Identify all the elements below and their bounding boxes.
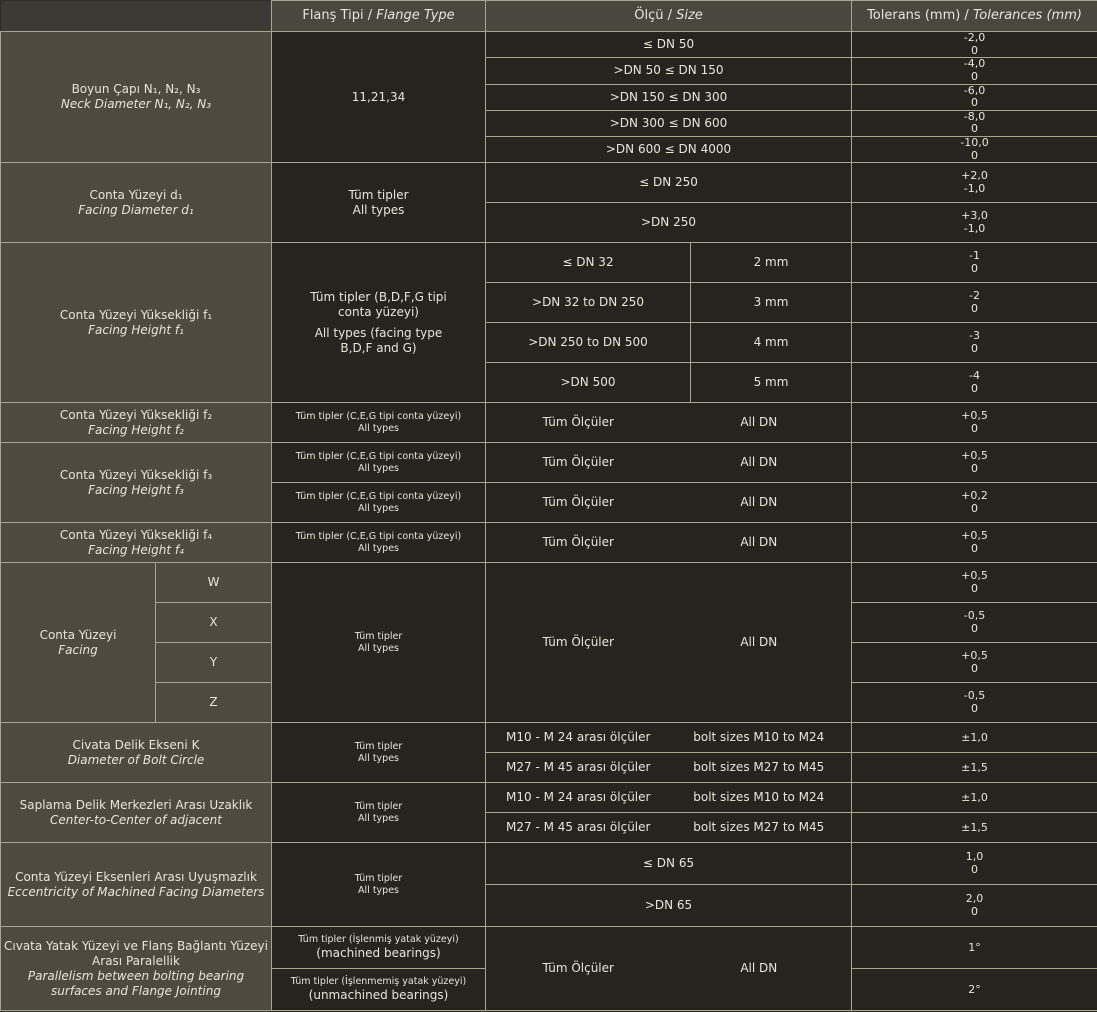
tol-lower: 0 — [971, 341, 979, 355]
label-en: Parallelism between bolting bearing surfaces and Flange Jointing — [27, 968, 245, 998]
tol-cell — [852, 203, 1097, 243]
types-en: All types — [358, 422, 399, 434]
size-en: All DN — [740, 961, 778, 976]
types-en: All types (facing type B,D,F and G) — [314, 325, 443, 355]
size-cell: ≤ DN 250 — [486, 163, 852, 203]
tol-cell — [852, 243, 1097, 283]
types-tr: Tüm tipler (İşlenmemiş yatak yüzeyi) — [290, 976, 467, 988]
flange-type-cell — [272, 243, 486, 403]
tol-upper: -10,0 — [960, 136, 989, 150]
tol-lower: 0 — [971, 421, 979, 435]
size-cell: ≤ DN 65 — [486, 843, 852, 885]
tol-cell — [852, 163, 1097, 203]
label-en: Facing Height f₄ — [88, 542, 184, 557]
label-en: Facing — [58, 642, 98, 657]
size-tr: M10 - M 24 arası ölçüler — [506, 730, 651, 745]
tol-cell — [852, 603, 1097, 643]
tol-cell — [852, 84, 1097, 110]
types-tr: Tüm tipler — [354, 873, 403, 885]
tol-upper: -2,0 — [963, 31, 986, 44]
tol-lower: 0 — [971, 862, 979, 876]
size-cell: >DN 32 to DN 250 — [486, 283, 691, 323]
row-label-facing-f2 — [1, 403, 272, 443]
tol-upper: -0,5 — [963, 689, 986, 703]
label-tr: Conta Yüzeyi Yüksekliği f₄ — [59, 527, 213, 542]
size-tr: M27 - M 45 arası ölçüler — [506, 820, 651, 835]
tol-lower: 0 — [971, 701, 979, 715]
flange-type-cell — [272, 483, 486, 523]
table-row — [1, 563, 1097, 603]
tol-lower: 0 — [971, 501, 979, 515]
tol-lower: 0 — [971, 301, 979, 315]
header-size — [486, 1, 852, 32]
flange-type-cell — [272, 163, 486, 243]
table-row — [1, 443, 1097, 483]
tol-upper: +0,5 — [961, 569, 988, 583]
size-cell: >DN 300 ≤ DN 600 — [486, 110, 852, 136]
tol-lower: 0 — [971, 122, 979, 136]
tol-lower: 0 — [971, 661, 979, 675]
size-tr: M27 - M 45 arası ölçüler — [506, 760, 651, 775]
size-cell: >DN 50 ≤ DN 150 — [486, 58, 852, 84]
header-flange-type-tr: Flanş Tipi / — [302, 7, 377, 23]
header-flange-type-en: Flange Type — [376, 7, 455, 23]
tol-upper: +0,5 — [961, 449, 988, 463]
tol-lower: 0 — [971, 381, 979, 395]
flange-type-cell — [272, 927, 486, 969]
tol-upper: +0,5 — [961, 649, 988, 663]
tol-cell — [852, 885, 1097, 927]
types-tr: Tüm tipler — [354, 631, 403, 643]
table-row — [1, 843, 1097, 885]
row-label-facing — [1, 563, 156, 723]
size-cell: >DN 500 — [486, 363, 691, 403]
table-row — [1, 403, 1097, 443]
flange-type-cell: 11,21,34 — [272, 32, 486, 163]
tol-cell: 2° — [852, 969, 1097, 1011]
table-row — [1, 523, 1097, 563]
tol-cell: ±1,0 — [852, 723, 1097, 753]
label-en: Facing Diameter d₁ — [78, 202, 194, 217]
tol-cell — [852, 683, 1097, 723]
size-cell — [486, 813, 852, 843]
label-tr: Boyun Çapı N₁, N₂, N₃ — [71, 82, 201, 97]
row-label-eccentricity — [1, 843, 272, 927]
size-en: bolt sizes M27 to M45 — [693, 760, 825, 775]
tol-cell — [852, 137, 1097, 163]
types-en: All types — [352, 202, 405, 217]
tol-lower: 0 — [971, 261, 979, 275]
label-en: Eccentricity of Machined Facing Diameters — [7, 884, 265, 899]
tol-upper: 2,0 — [965, 892, 984, 906]
label-en: Facing Height f₁ — [88, 322, 184, 337]
row-label-parallelism — [1, 927, 272, 1011]
row-label-facing-d1 — [1, 163, 272, 243]
label-tr: Conta Yüzeyi Eksenleri Arası Uyuşmazlık — [15, 869, 257, 884]
header-size-en: Size — [676, 7, 703, 23]
header-flange-type — [272, 1, 486, 32]
tol-cell — [852, 483, 1097, 523]
size-cell — [486, 523, 852, 563]
facing-code-cell: Z — [156, 683, 272, 723]
types-tr: Tüm tipler (C,E,G tipi conta yüzeyi) — [295, 531, 462, 543]
tol-upper: -1 — [969, 249, 980, 263]
label-tr: Conta Yüzeyi d₁ — [89, 187, 183, 202]
size-en: All DN — [740, 535, 778, 550]
tol-upper: +0,5 — [961, 529, 988, 543]
tol-lower: -1,0 — [963, 221, 986, 235]
flange-type-cell — [272, 843, 486, 927]
tol-upper: -0,5 — [963, 609, 986, 623]
label-tr: Conta Yüzeyi Yüksekliği f₃ — [59, 467, 213, 482]
size-cell: >DN 250 to DN 500 — [486, 323, 691, 363]
types-en: All types — [358, 884, 399, 896]
label-en: Center-to-Center of adjacent — [50, 812, 222, 827]
size-cell — [486, 753, 852, 783]
tol-cell: ±1,5 — [852, 813, 1097, 843]
facing-code-cell: Y — [156, 643, 272, 683]
tol-cell — [852, 58, 1097, 84]
header-corner — [1, 1, 272, 32]
size-cell: >DN 250 — [486, 203, 852, 243]
tol-cell — [852, 283, 1097, 323]
label-tr: Conta Yüzeyi — [39, 627, 117, 642]
tol-cell: ±1,5 — [852, 753, 1097, 783]
size-cell — [486, 443, 852, 483]
size-cell — [486, 403, 852, 443]
tol-cell — [852, 110, 1097, 136]
height-cell: 2 mm — [691, 243, 852, 283]
tol-lower: 0 — [971, 148, 979, 162]
tol-cell — [852, 443, 1097, 483]
tol-cell — [852, 843, 1097, 885]
size-en: bolt sizes M10 to M24 — [693, 790, 825, 805]
size-tr: Tüm Ölçüler — [542, 535, 614, 550]
header-tolerances — [852, 1, 1097, 32]
size-tr: Tüm Ölçüler — [542, 415, 614, 430]
row-label-center-to-center — [1, 783, 272, 843]
types-tr: Tüm tipler (C,E,G tipi conta yüzeyi) — [295, 451, 462, 463]
tol-lower: -1,0 — [963, 181, 986, 195]
size-cell: >DN 65 — [486, 885, 852, 927]
tol-upper: -4 — [969, 369, 980, 383]
flange-type-cell — [272, 783, 486, 843]
size-cell — [486, 927, 852, 1011]
types-en: All types — [358, 502, 399, 514]
header-size-tr: Ölçü / — [634, 7, 677, 23]
size-cell: >DN 600 ≤ DN 4000 — [486, 137, 852, 163]
height-cell: 4 mm — [691, 323, 852, 363]
header-tol-en: Tolerances (mm) — [972, 7, 1082, 23]
row-label-bolt-circle — [1, 723, 272, 783]
size-tr: Tüm Ölçüler — [542, 635, 614, 650]
tol-cell — [852, 323, 1097, 363]
label-en: Facing Height f₃ — [88, 482, 184, 497]
tol-lower: 0 — [971, 96, 979, 110]
tol-lower: 0 — [971, 581, 979, 595]
size-cell: >DN 150 ≤ DN 300 — [486, 84, 852, 110]
flange-type-cell — [272, 443, 486, 483]
types-tr: Tüm tipler — [348, 187, 409, 202]
tol-upper: +0,5 — [961, 409, 988, 423]
flange-type-cell — [272, 523, 486, 563]
flange-type-cell — [272, 563, 486, 723]
row-label-facing-f3 — [1, 443, 272, 523]
table-row — [1, 163, 1097, 203]
tol-lower: 0 — [971, 621, 979, 635]
tol-cell — [852, 403, 1097, 443]
tol-upper: -3 — [969, 329, 980, 343]
types-en: All types — [358, 462, 399, 474]
size-en: All DN — [740, 415, 778, 430]
types-tr: Tüm tipler (C,E,G tipi conta yüzeyi) — [295, 411, 462, 423]
tol-lower: 0 — [971, 904, 979, 918]
table-row — [1, 243, 1097, 283]
label-en: Neck Diameter N₁, N₂, N₃ — [60, 97, 212, 112]
size-en: All DN — [740, 495, 778, 510]
size-cell — [486, 783, 852, 813]
tol-lower: 0 — [971, 43, 979, 57]
tol-upper: -4,0 — [963, 57, 986, 71]
size-en: All DN — [740, 635, 778, 650]
tol-lower: 0 — [971, 461, 979, 475]
types-en: All types — [358, 542, 399, 554]
tol-cell — [852, 563, 1097, 603]
tol-cell — [852, 523, 1097, 563]
label-tr: Civata Delik Ekseni K — [72, 737, 200, 752]
types-en: All types — [358, 642, 399, 654]
flange-type-cell — [272, 403, 486, 443]
tol-upper: +3,0 — [961, 209, 988, 223]
flange-type-cell — [272, 969, 486, 1011]
header-tol-tr: Tolerans (mm) / — [867, 7, 973, 23]
row-label-neck — [1, 32, 272, 163]
types-en: (machined bearings) — [316, 946, 441, 961]
tol-lower: 0 — [971, 69, 979, 83]
types-tr: Tüm tipler (B,D,F,G tipi conta yüzeyi) — [310, 289, 447, 319]
tol-upper: -2 — [969, 289, 980, 303]
header-row — [1, 1, 1097, 32]
size-tr: M10 - M 24 arası ölçüler — [506, 790, 651, 805]
table-row — [1, 927, 1097, 969]
tol-upper: -8,0 — [963, 110, 986, 123]
size-cell: ≤ DN 32 — [486, 243, 691, 283]
tol-cell: ±1,0 — [852, 783, 1097, 813]
size-en: bolt sizes M10 to M24 — [693, 730, 825, 745]
table-row — [1, 783, 1097, 813]
size-tr: Tüm Ölçüler — [542, 495, 614, 510]
size-cell: ≤ DN 50 — [486, 32, 852, 58]
size-cell — [486, 723, 852, 753]
types-tr: Tüm tipler (İşlenmiş yatak yüzeyi) — [298, 934, 459, 946]
size-en: bolt sizes M27 to M45 — [693, 820, 825, 835]
row-label-facing-f4 — [1, 523, 272, 563]
tol-cell — [852, 363, 1097, 403]
tol-lower: 0 — [971, 541, 979, 555]
tol-upper: +0,2 — [961, 489, 988, 503]
tol-upper: -6,0 — [963, 84, 986, 97]
height-cell: 5 mm — [691, 363, 852, 403]
types-en: All types — [358, 812, 399, 824]
label-en: Facing Height f₂ — [88, 422, 184, 437]
size-cell — [486, 483, 852, 523]
types-en: All types — [358, 752, 399, 764]
label-tr: Saplama Delik Merkezleri Arası Uzaklık — [19, 797, 253, 812]
table-row — [1, 32, 1097, 58]
tol-upper: 1,0 — [965, 850, 984, 864]
types-tr: Tüm tipler — [354, 801, 403, 813]
table-row — [1, 723, 1097, 753]
label-tr: Conta Yüzeyi Yüksekliği f₁ — [59, 307, 213, 322]
label-tr: Cıvata Yatak Yüzeyi ve Flanş Bağlantı Yüzeyi Arası Paralellik — [4, 938, 268, 968]
label-en: Diameter of Bolt Circle — [67, 752, 205, 767]
size-tr: Tüm Ölçüler — [542, 961, 614, 976]
facing-code-cell: W — [156, 563, 272, 603]
label-tr: Conta Yüzeyi Yüksekliği f₂ — [59, 407, 213, 422]
row-label-facing-f1 — [1, 243, 272, 403]
tol-cell — [852, 32, 1097, 58]
size-en: All DN — [740, 455, 778, 470]
types-tr: Tüm tipler (C,E,G tipi conta yüzeyi) — [295, 491, 462, 503]
facing-code-cell: X — [156, 603, 272, 643]
tol-cell — [852, 643, 1097, 683]
flange-type-cell — [272, 723, 486, 783]
size-tr: Tüm Ölçüler — [542, 455, 614, 470]
size-cell — [486, 563, 852, 723]
types-tr: Tüm tipler — [354, 741, 403, 753]
types-en: (unmachined bearings) — [308, 988, 449, 1003]
height-cell: 3 mm — [691, 283, 852, 323]
tol-cell: 1° — [852, 927, 1097, 969]
tol-upper: +2,0 — [961, 169, 988, 183]
